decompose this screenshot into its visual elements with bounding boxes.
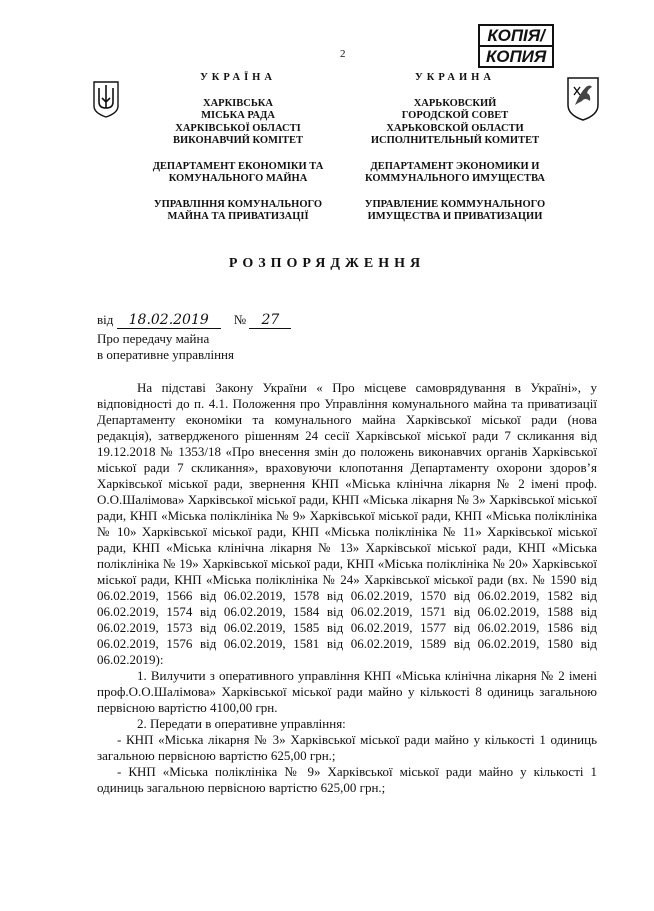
subject-block: [97, 331, 234, 363]
department-name: [128, 161, 348, 186]
handwritten-date: 18.02.2019: [117, 312, 221, 329]
copy-stamp: [478, 24, 554, 68]
document-body: [97, 380, 597, 796]
directorate-name: [128, 199, 348, 224]
header-left-ukrainian: [128, 72, 348, 237]
number-prefix: №: [233, 312, 247, 327]
page-number: 2: [340, 48, 346, 60]
department-line: ДЕПАРТАМЕНТ ЕКОНОМІКИ ТА: [152, 160, 324, 172]
date-number-line: [97, 312, 291, 329]
stamp-line-1: КОПІЯ/: [487, 26, 545, 45]
council-line: ИСПОЛНИТЕЛЬНЫЙ КОМИТЕТ: [370, 135, 540, 146]
department-line: КОМУНАЛЬНОГО МАЙНА: [168, 173, 308, 184]
directorate-name: [340, 199, 570, 224]
council-line: ХАРКІВСЬКА: [202, 97, 273, 109]
council-line: ХАРКІВСЬКОЇ ОБЛАСТІ: [175, 122, 301, 134]
council-line: ХАРЬКОВСКОЙ ОБЛАСТИ: [386, 122, 524, 134]
date-prefix: від: [97, 312, 114, 327]
kharkiv-emblem-icon: [566, 75, 600, 121]
header-right-russian: [340, 72, 570, 237]
paragraph-item-1: 1. Вилучити з оперативного управління КНП «Міська клінічна лікарня № 2 імені проф.О.О.Шалімова» Харківської міської ради майно у кількості 8 одиниць загальною первісною вартістю 4100,00 грн.: [97, 668, 597, 715]
directorate-line: УПРАВЛІННЯ КОМУНАЛЬНОГО: [153, 198, 323, 210]
stamp-line-2: КОПИЯ: [486, 47, 547, 66]
council-name: [128, 98, 348, 148]
council-line: ВИКОНАВЧИЙ КОМІТЕТ: [172, 135, 304, 146]
department-name: [340, 161, 570, 186]
directorate-line: МАЙНА ТА ПРИВАТИЗАЦІЇ: [167, 211, 309, 222]
council-line: ХАРЬКОВСКИЙ: [413, 97, 497, 109]
department-line: ДЕПАРТАМЕНТ ЭКОНОМИКИ И: [370, 160, 540, 172]
council-name: [340, 98, 570, 148]
transfer-list-item: - КНП «Міська лікарня № 3» Харківської міської ради майно у кількості 1 одиниць загальною первісною вартістю 625,00 грн.;: [97, 732, 597, 763]
subject-line: Про передачу майна: [97, 331, 210, 346]
paragraph-preamble: На підставі Закону України « Про місцеве самоврядування в Україні», у відповідності до п. 4.1. Положення про Управління комунального майна та приватизації Департаменту економіки та комунального майна Харківської міської ради (нова редакція), затвердженого рішенням 24 сесії Харківської міської ради 7 скликання від 19.12.2018 № 1353/18 «Про внесення змін до положень виконавчих органів Харківської міської ради 7 скликання», враховуючи клопотання Департаменту охорони здоров’я Харківської міської ради, звернення КНП «Міська клінічна лікарня № 2 імені проф. О.О.Шалімова» Харківської міської ради, КНП «Міська лікарня № 3» Харківської міської ради, КНП «Міська поліклініка № 9» Харківської міської ради, КНП «Міська поліклініка № 10» Харківської міської ради, КНП «Міська поліклініка № 11» Харківської міської ради, КНП «Міська клінічна лікарня № 13» Харківської міської ради, КНП «Міська поліклініка № 19» Харківської міської ради, КНП «Міська поліклініка № 20» Харківської міської ради, КНП «Міська поліклініка № 24» Харківської міської ради (вх. № 1590 від 06.02.2019, 1566 від 06.02.2019, 1578 від 06.02.2019, 1570 від 06.02.2019, 1582 від 06.02.2019, 1574 від 06.02.2019, 1584 від 06.02.2019, 1571 від 06.02.2019, 1588 від 06.02.2019, 1573 від 06.02.2019, 1585 від 06.02.2019, 1577 від 06.02.2019, 1586 від 06.02.2019, 1576 від 06.02.2019, 1581 від 06.02.2019, 1589 від 06.02.2019, 1580 від 06.02.2019):: [97, 380, 597, 667]
paragraph-item-2: 2. Передати в оперативне управління:: [137, 716, 346, 731]
council-line: МІСЬКА РАДА: [201, 110, 275, 121]
subject-line: в оперативне управління: [97, 347, 234, 362]
directorate-line: ИМУЩЕСТВА И ПРИВАТИЗАЦИИ: [367, 211, 543, 222]
handwritten-number: 27: [249, 312, 291, 329]
directorate-line: УПРАВЛЕНИЕ КОММУНАЛЬНОГО: [364, 198, 546, 210]
transfer-list-item: - КНП «Міська поліклініка № 9» Харківської міської ради майно у кількості 1 одиниць загальною первісною вартістю 625,00 грн.;: [97, 764, 597, 795]
country-name: УКРАИНА: [415, 72, 495, 83]
trident-emblem-icon: [93, 80, 119, 118]
document-title: РОЗПОРЯДЖЕННЯ: [228, 256, 426, 271]
department-line: КОММУНАЛЬНОГО ИМУЩЕСТВА: [365, 173, 545, 184]
council-line: ГОРОДСКОЙ СОВЕТ: [401, 110, 509, 121]
country-name: УКРАЇНА: [200, 72, 276, 83]
